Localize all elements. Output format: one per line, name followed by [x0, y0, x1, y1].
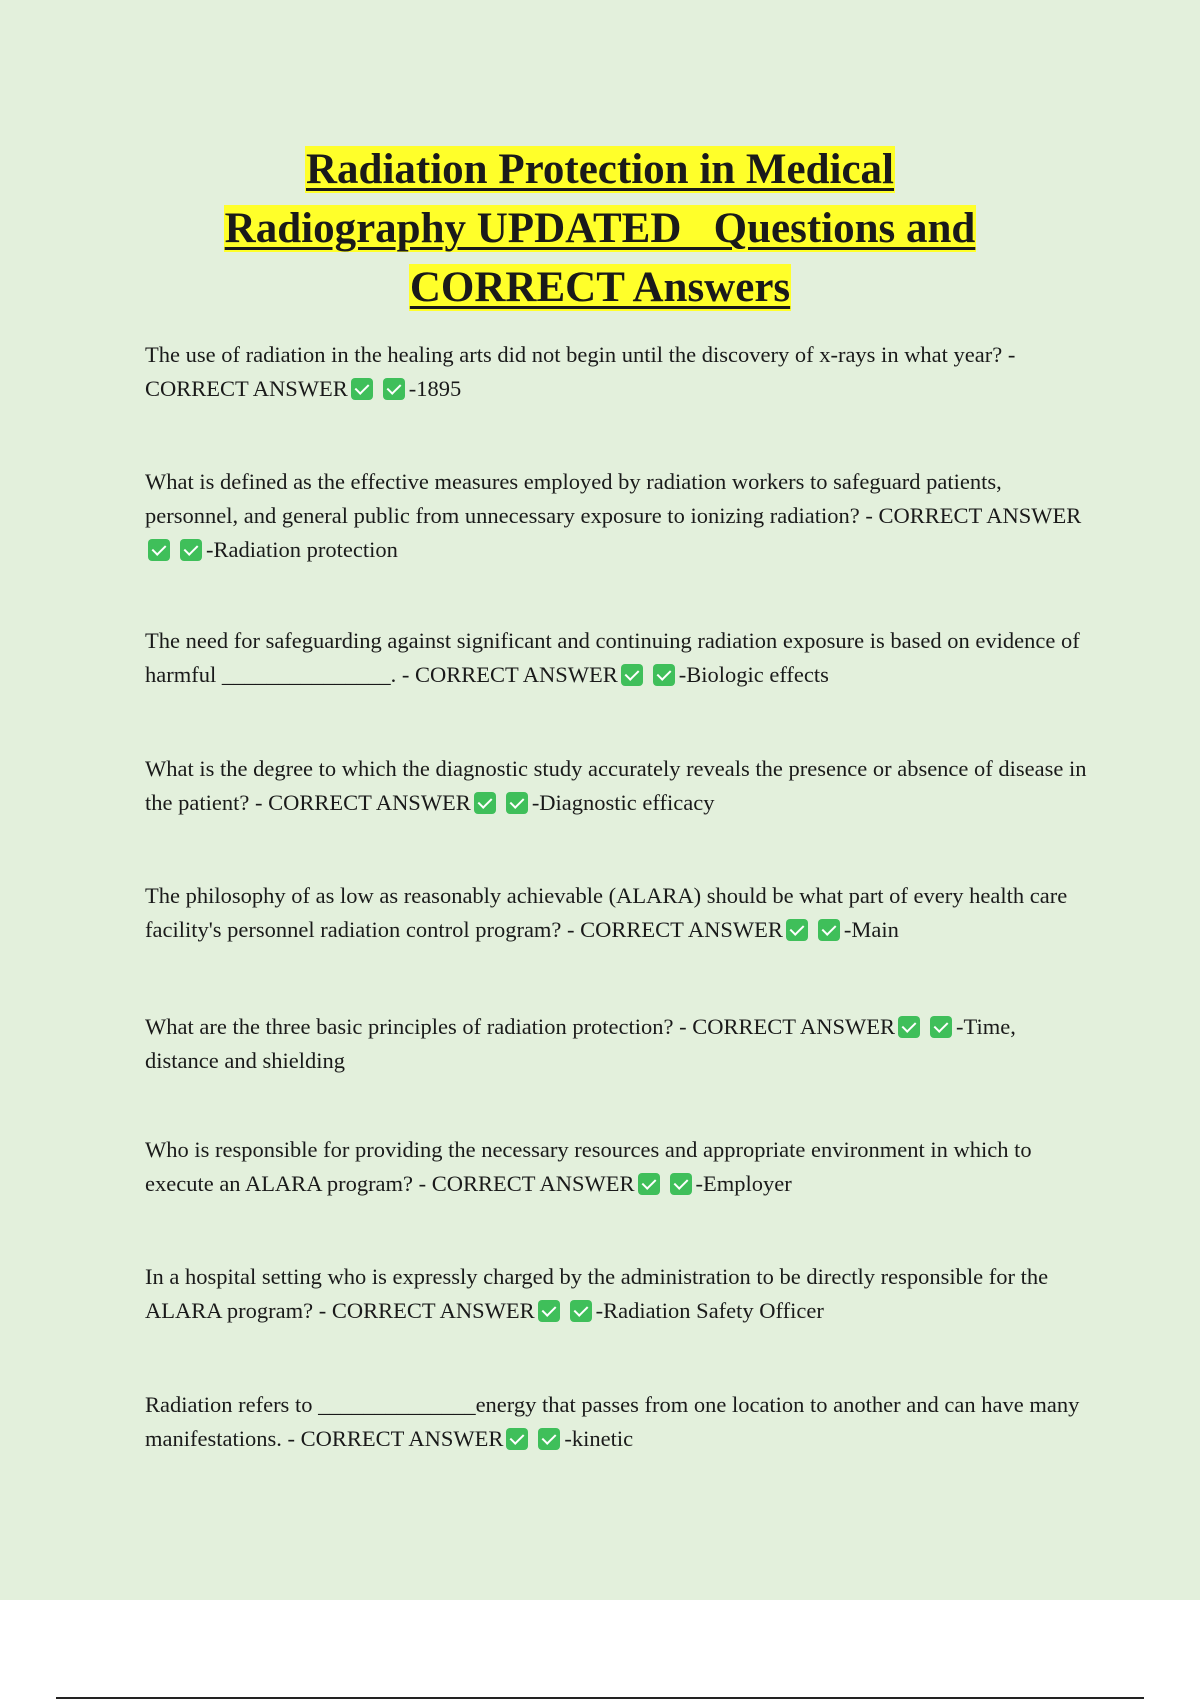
answer-text: -Diagnostic efficacy [531, 790, 715, 815]
question-text: What is defined as the effective measures employed by radiation workers to safeguard patients, personnel, and general public from unnecessary exposure to ionizing radiation? [145, 469, 1002, 528]
answer-marker: - CORRECT ANSWER [401, 662, 618, 687]
answer-text: -1895 [408, 376, 462, 401]
answer-text: -kinetic [564, 1426, 634, 1451]
check-box-icon [638, 1173, 660, 1195]
check-box-icon [898, 1016, 920, 1038]
check-box-icon [538, 1300, 560, 1322]
answer-marker: - CORRECT ANSWER [254, 790, 471, 815]
qa-item-2 [145, 465, 1090, 567]
question-text: The philosophy of as low as reasonably achievable (ALARA) should be what part of every health care facility's personnel radiation control program? [145, 883, 1068, 942]
check-box-icon [538, 1428, 560, 1450]
answer-marker: - CORRECT ANSWER [567, 917, 783, 942]
question-text: In a hospital setting who is expressly charged by the administration to be directly responsible for the ALARA program? [145, 1264, 1049, 1323]
check-box-icon [786, 919, 808, 941]
check-box-icon [180, 539, 202, 561]
qa-item-7 [145, 1133, 1090, 1201]
qa-item-4 [145, 752, 1090, 820]
bottom-divider [56, 1697, 1144, 1699]
question-text: Who is responsible for providing the necessary resources and appropriate environment in which to execute an ALARA program? [145, 1137, 1032, 1196]
check-box-icon [818, 919, 840, 941]
check-box-icon [383, 378, 405, 400]
document-title [0, 140, 1200, 317]
check-box-icon [570, 1300, 592, 1322]
title-line-3: CORRECT Answers [409, 264, 791, 311]
answer-text: -Time, distance and shielding [145, 1014, 1016, 1073]
answer-marker: - CORRECT ANSWER [679, 1014, 896, 1039]
qa-item-1 [145, 338, 1090, 406]
qa-item-6 [145, 1010, 1090, 1078]
question-text: The need for safeguarding against significant and continuing radiation exposure is based on evidence of harmful _______________. [145, 628, 1080, 687]
qa-item-3 [145, 624, 1090, 692]
title-line-2: Radiography UPDATED Questions and [224, 205, 976, 252]
check-box-icon [474, 792, 496, 814]
check-box-icon [653, 664, 675, 686]
answer-text: -Biologic effects [678, 662, 829, 687]
check-box-icon [351, 378, 373, 400]
answer-marker: - CORRECT ANSWER [865, 503, 1082, 528]
check-box-icon [506, 1428, 528, 1450]
answer-text: -Employer [695, 1171, 792, 1196]
check-box-icon [148, 539, 170, 561]
qa-item-8 [145, 1260, 1090, 1328]
answer-text: -Radiation Safety Officer [595, 1298, 824, 1323]
check-box-icon [670, 1173, 692, 1195]
check-box-icon [621, 664, 643, 686]
qa-item-5 [145, 879, 1090, 947]
answer-text: -Main [843, 917, 899, 942]
question-text: What are the three basic principles of radiation protection? [145, 1014, 674, 1039]
answer-marker: - CORRECT ANSWER [318, 1298, 535, 1323]
answer-marker: - CORRECT ANSWER [287, 1426, 504, 1451]
check-box-icon [506, 792, 528, 814]
qa-item-9 [145, 1388, 1090, 1456]
answer-marker: - CORRECT ANSWER [145, 342, 1016, 401]
question-text: The use of radiation in the healing arts did not begin until the discovery of x-rays in what year? [145, 342, 1003, 367]
check-box-icon [930, 1016, 952, 1038]
question-text: Radiation refers to ______________energy that passes from one location to another and can have many manifestations. [145, 1392, 1080, 1451]
question-text: What is the degree to which the diagnostic study accurately reveals the presence or absence of disease in the patient? [145, 756, 1087, 815]
title-line-1: Radiation Protection in Medical [305, 146, 895, 193]
answer-marker: - CORRECT ANSWER [418, 1171, 635, 1196]
answer-text: -Radiation protection [206, 537, 398, 562]
